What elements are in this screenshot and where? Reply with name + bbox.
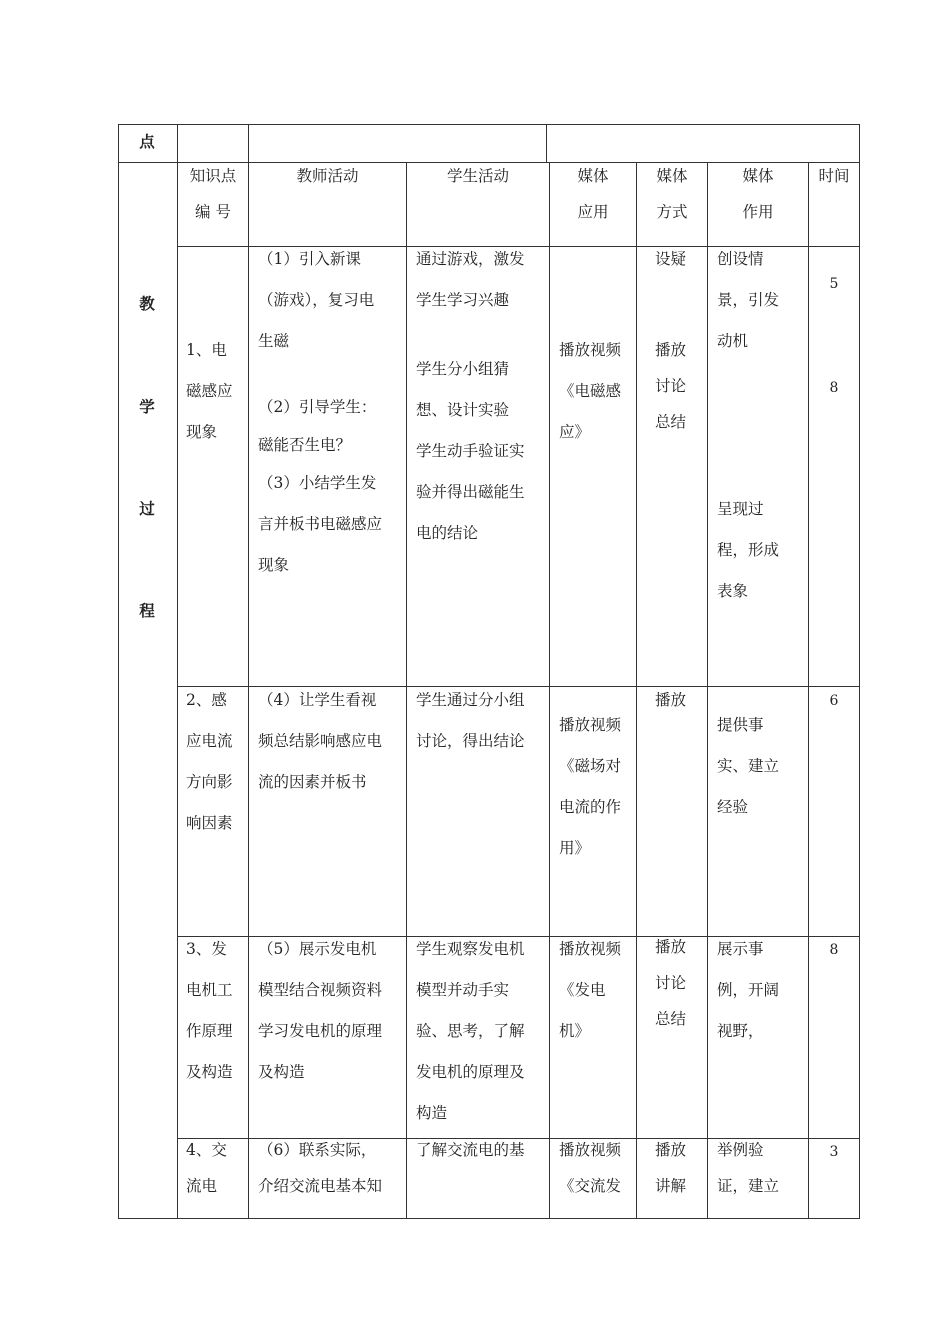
knowledge-cell: 2、感 应电流 方向影 响因素 [186,691,233,832]
media-mode-cell: 播放 讲解 [655,1141,687,1195]
teacher-cell: （1）引入新课 （游戏），复习电 生磁 （2）引导学生： 磁能否生电？ （3）小结学生发 言并板书电磁感应 现象 [258,250,383,574]
media-mode-cell: 播放 讨论 总结 [655,938,687,1028]
time-cell: 8 [829,942,839,958]
media-role-cell: 展示事 例，开阔 视野， [717,940,780,1040]
header-media-role: 媒体 作用 [742,167,774,221]
header-media-mode: 媒体 方式 [656,167,688,221]
header-student: 学生活动 [446,167,509,185]
media-mode-cell: 播放 [655,691,687,709]
media-app-cell: 播放视频 《交流发 [559,1141,622,1195]
media-role-cell: 提供事 实、建立 经验 [717,716,780,816]
student-cell: 学生通过分小组 讨论，得出结论 [416,691,525,750]
header-time: 时间 [818,167,850,185]
media-app-cell: 播放视频 《发电 机》 [559,940,622,1040]
knowledge-cell: 1、电 磁感应 现象 [186,341,233,441]
time-cell: 8 [829,380,839,396]
time-cell: 5 [829,276,839,292]
header-media-app: 媒体 应用 [577,167,609,221]
teacher-cell: （5）展示发电机 模型结合视频资料 学习发电机的原理 及构造 [258,940,383,1081]
knowledge-cell: 4、交 流电 [186,1141,227,1195]
media-role-cell: 创设情 景，引发 动机 呈现过 程，形成 表象 [717,250,780,600]
time-cell: 3 [829,1144,839,1160]
teacher-cell: （4）让学生看视 频总结影响感应电 流的因素并板书 [258,691,383,791]
top-row-label: 点 [139,133,155,151]
student-cell: 学生观察发电机 模型并动手实 验、思考，了解 发电机的原理及 构造 [416,940,525,1122]
student-cell: 通过游戏，激发 学生学习兴趣 学生分小组猜 想、设计实验 学生动手验证实 验并得出磁能生 电的结论 [416,250,525,542]
knowledge-cell: 3、发 电机工 作原理 及构造 [186,940,233,1081]
media-app-cell: 播放视频 《磁场对 电流的作 用》 [559,716,622,857]
header-knowledge: 知识点 编 号 [189,167,237,221]
media-app-cell: 播放视频 《电磁感 应》 [559,341,622,441]
time-cell: 6 [829,693,839,709]
media-mode-cell: 设疑 播放 讨论 总结 [655,250,687,431]
student-cell: 了解交流电的基 [416,1141,525,1159]
media-role-cell: 举例验 证，建立 [717,1141,780,1195]
teacher-cell: （6）联系实际， 介绍交流电基本知 [258,1141,383,1195]
header-teacher: 教师活动 [296,167,359,185]
